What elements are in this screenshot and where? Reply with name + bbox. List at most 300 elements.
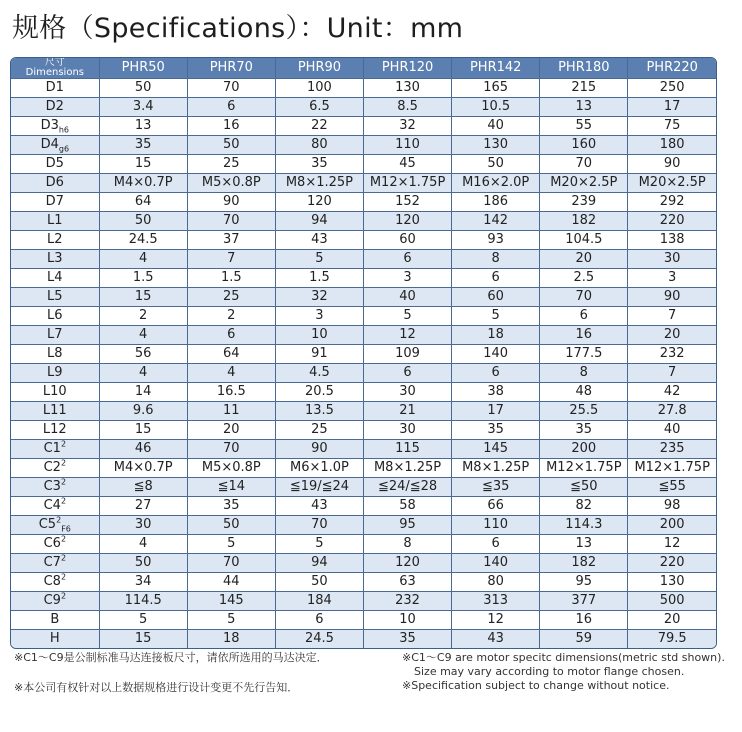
table-cell: 6 — [364, 364, 452, 383]
table-cell: 6 — [364, 250, 452, 269]
table-cell: 22 — [275, 117, 363, 136]
dimension-label — [11, 193, 99, 212]
table-row — [11, 497, 716, 516]
table-cell: 14 — [99, 383, 187, 402]
dimension-label-text: C9 — [43, 593, 61, 608]
table-cell: 25 — [187, 155, 275, 174]
table-cell: 60 — [452, 288, 540, 307]
table-cell: 20 — [540, 250, 628, 269]
table-cell: 60 — [364, 231, 452, 250]
table-cell: 142 — [452, 212, 540, 231]
table-cell: 27 — [99, 497, 187, 516]
dimension-label-text: D5 — [45, 156, 64, 171]
model-header-phr142: PHR142 — [452, 58, 540, 79]
table-cell: 120 — [364, 212, 452, 231]
dimension-label — [11, 592, 99, 611]
table-cell: 220 — [628, 554, 716, 573]
table-cell: 4 — [99, 250, 187, 269]
table-cell: 16 — [540, 611, 628, 630]
table-cell: 5 — [99, 611, 187, 630]
table-row — [11, 174, 716, 193]
table-cell: M20×2.5P — [628, 174, 716, 193]
table-cell: M6×1.0P — [275, 459, 363, 478]
dimension-label-text: C3 — [43, 479, 61, 494]
table-cell: 80 — [275, 136, 363, 155]
dimension-label — [11, 573, 99, 592]
dimension-label-text: C8 — [43, 574, 61, 589]
table-cell: 59 — [540, 630, 628, 649]
table-row — [11, 117, 716, 136]
table-cell: ≦50 — [540, 478, 628, 497]
table-cell: 215 — [540, 79, 628, 98]
table-cell: 12 — [628, 535, 716, 554]
table-cell: 25 — [275, 421, 363, 440]
table-cell: 25 — [187, 288, 275, 307]
table-cell: 75 — [628, 117, 716, 136]
table-cell: 115 — [364, 440, 452, 459]
table-cell: 2 — [99, 307, 187, 326]
table-cell: 16.5 — [187, 383, 275, 402]
table-cell: 313 — [452, 592, 540, 611]
model-header-phr70: PHR70 — [187, 58, 275, 79]
table-row — [11, 516, 716, 535]
dimension-label — [11, 516, 99, 535]
table-cell: 9.6 — [99, 402, 187, 421]
dimension-label — [11, 497, 99, 516]
table-cell: 50 — [187, 516, 275, 535]
table-cell: 70 — [540, 155, 628, 174]
dimension-label-text: C2 — [43, 460, 61, 475]
dimension-label-text: L3 — [47, 251, 63, 266]
dimension-label — [11, 364, 99, 383]
dimension-label-text: L4 — [47, 270, 63, 285]
dimension-label-superscript: 2 — [60, 477, 67, 487]
table-cell: 120 — [275, 193, 363, 212]
table-cell: 109 — [364, 345, 452, 364]
table-cell: 63 — [364, 573, 452, 592]
table-row — [11, 136, 716, 155]
table-cell: 13 — [540, 98, 628, 117]
table-cell: 70 — [275, 516, 363, 535]
dimension-label-superscript: 2 — [60, 439, 67, 449]
table-cell: 43 — [275, 497, 363, 516]
table-cell: 46 — [99, 440, 187, 459]
table-row — [11, 478, 716, 497]
table-cell: M12×1.75P — [540, 459, 628, 478]
table-cell: 6 — [540, 307, 628, 326]
table-cell: 42 — [628, 383, 716, 402]
dimension-label — [11, 326, 99, 345]
dimension-label-text: L9 — [47, 365, 63, 380]
table-cell: 10 — [364, 611, 452, 630]
table-cell: 40 — [364, 288, 452, 307]
dimension-label-text: D2 — [45, 99, 64, 114]
dimension-label-superscript: 2 — [56, 515, 62, 525]
table-cell: M5×0.8P — [187, 459, 275, 478]
table-row — [11, 155, 716, 174]
table-cell: 43 — [275, 231, 363, 250]
dimension-label — [11, 212, 99, 231]
table-cell: 1.5 — [99, 269, 187, 288]
table-cell: 50 — [275, 573, 363, 592]
table-cell: 250 — [628, 79, 716, 98]
table-cell: 15 — [99, 630, 187, 649]
table-cell: 377 — [540, 592, 628, 611]
table-cell: 5 — [187, 535, 275, 554]
table-cell: M16×2.0P — [452, 174, 540, 193]
table-cell: 94 — [275, 554, 363, 573]
table-row — [11, 288, 716, 307]
dimension-label-text: L8 — [47, 346, 63, 361]
table-cell: 6 — [275, 611, 363, 630]
table-cell: 21 — [364, 402, 452, 421]
table-cell: 17 — [628, 98, 716, 117]
table-cell: 3 — [275, 307, 363, 326]
table-cell: 40 — [628, 421, 716, 440]
table-cell: M8×1.25P — [275, 174, 363, 193]
table-cell: 6.5 — [275, 98, 363, 117]
table-row — [11, 630, 716, 649]
dimension-label-tolerance: F6 — [61, 524, 71, 534]
note-en-1b: Size may vary according to motor flange chosen. — [414, 665, 685, 678]
table-cell: M20×2.5P — [540, 174, 628, 193]
table-cell: 40 — [452, 117, 540, 136]
dimension-label — [11, 554, 99, 573]
table-cell: 2.5 — [540, 269, 628, 288]
dimension-label-text: D4 — [40, 137, 59, 152]
spec-table — [11, 58, 716, 648]
table-row — [11, 307, 716, 326]
dimensions-header — [11, 58, 99, 79]
table-cell: 5 — [187, 611, 275, 630]
table-cell: 8 — [540, 364, 628, 383]
note-cn-2: ※本公司有权针对以上数据规格进行设计变更不先行告知． — [14, 681, 299, 694]
dimension-label-text: D6 — [45, 175, 64, 190]
table-cell: 140 — [452, 554, 540, 573]
dimension-label-text: C5 — [38, 517, 57, 532]
table-cell: 50 — [99, 212, 187, 231]
table-cell: 110 — [452, 516, 540, 535]
table-cell: 27.8 — [628, 402, 716, 421]
table-cell: 182 — [540, 212, 628, 231]
table-cell: 5 — [275, 250, 363, 269]
table-cell: 93 — [452, 231, 540, 250]
table-cell: 35 — [452, 421, 540, 440]
table-cell: 95 — [364, 516, 452, 535]
table-row — [11, 79, 716, 98]
dimension-label-text: C4 — [43, 498, 61, 513]
dimension-label — [11, 231, 99, 250]
dimension-label-text: D3 — [40, 118, 59, 133]
table-row — [11, 440, 716, 459]
table-cell: 104.5 — [540, 231, 628, 250]
note-en-2: ※Specification subject to change without notice. — [402, 679, 670, 692]
table-cell: 34 — [99, 573, 187, 592]
table-cell: ≦35 — [452, 478, 540, 497]
dimension-label-text: L2 — [47, 232, 63, 247]
table-cell: 37 — [187, 231, 275, 250]
table-row — [11, 193, 716, 212]
table-cell: 35 — [187, 497, 275, 516]
dimension-label — [11, 459, 99, 478]
dimension-label — [11, 421, 99, 440]
table-row — [11, 611, 716, 630]
table-cell: 4.5 — [275, 364, 363, 383]
table-cell: 90 — [275, 440, 363, 459]
table-cell: 66 — [452, 497, 540, 516]
table-cell: 82 — [540, 497, 628, 516]
table-cell: 6 — [452, 269, 540, 288]
table-cell: 3 — [628, 269, 716, 288]
table-cell: 12 — [364, 326, 452, 345]
table-cell: 177.5 — [540, 345, 628, 364]
table-cell: 232 — [628, 345, 716, 364]
note-en-1a: ※C1～C9 are motor specitc dimensions(metric std shown). — [402, 651, 725, 664]
dimension-label-text: L5 — [47, 289, 63, 304]
dimension-label — [11, 79, 99, 98]
table-cell: 186 — [452, 193, 540, 212]
table-cell: 8.5 — [364, 98, 452, 117]
table-cell: 130 — [452, 136, 540, 155]
table-row — [11, 326, 716, 345]
table-cell: 3 — [364, 269, 452, 288]
table-cell: 180 — [628, 136, 716, 155]
table-cell: 70 — [187, 212, 275, 231]
table-cell: 55 — [540, 117, 628, 136]
table-cell: 138 — [628, 231, 716, 250]
table-row — [11, 535, 716, 554]
dimension-label-superscript: 2 — [60, 534, 67, 544]
table-cell: 6 — [187, 326, 275, 345]
table-cell: M4×0.7P — [99, 459, 187, 478]
table-row — [11, 250, 716, 269]
table-cell: 50 — [99, 79, 187, 98]
dimension-label — [11, 630, 99, 649]
table-cell: 130 — [364, 79, 452, 98]
table-cell: 3.4 — [99, 98, 187, 117]
table-cell: ≦19/≦24 — [275, 478, 363, 497]
table-cell: 235 — [628, 440, 716, 459]
table-cell: 4 — [99, 364, 187, 383]
table-cell: 140 — [452, 345, 540, 364]
table-cell: 114.3 — [540, 516, 628, 535]
table-cell: 70 — [187, 79, 275, 98]
table-cell: M12×1.75P — [364, 174, 452, 193]
table-cell: 50 — [187, 136, 275, 155]
table-cell: 15 — [99, 288, 187, 307]
table-cell: 24.5 — [99, 231, 187, 250]
table-cell: 4 — [99, 326, 187, 345]
table-cell: 30 — [628, 250, 716, 269]
table-cell: 58 — [364, 497, 452, 516]
table-cell: 91 — [275, 345, 363, 364]
header-row — [11, 58, 716, 79]
table-cell: 6 — [452, 535, 540, 554]
dimension-label — [11, 611, 99, 630]
dimension-label-text: L10 — [42, 384, 67, 399]
table-cell: 17 — [452, 402, 540, 421]
table-cell: M8×1.25P — [452, 459, 540, 478]
table-cell: 13 — [540, 535, 628, 554]
table-cell: M8×1.25P — [364, 459, 452, 478]
table-cell: 16 — [187, 117, 275, 136]
table-cell: 94 — [275, 212, 363, 231]
table-cell: 50 — [452, 155, 540, 174]
table-body — [11, 79, 716, 649]
dimension-label-superscript: 2 — [60, 458, 67, 468]
model-header-phr180: PHR180 — [540, 58, 628, 79]
dimension-label-text: L6 — [47, 308, 63, 323]
table-cell: 80 — [452, 573, 540, 592]
table-cell: 16 — [540, 326, 628, 345]
table-cell: M5×0.8P — [187, 174, 275, 193]
dimension-label — [11, 535, 99, 554]
dimension-label — [11, 269, 99, 288]
table-cell: 152 — [364, 193, 452, 212]
table-row — [11, 212, 716, 231]
dimension-label-text: D7 — [45, 194, 64, 209]
table-cell: 32 — [364, 117, 452, 136]
table-row — [11, 554, 716, 573]
table-cell: 145 — [187, 592, 275, 611]
table-cell: 35 — [99, 136, 187, 155]
note-cn-1: ※C1～C9是公制标准马达连接板尺寸，请依所选用的马达决定． — [14, 651, 328, 664]
table-cell: 110 — [364, 136, 452, 155]
table-cell: M4×0.7P — [99, 174, 187, 193]
table-cell: 100 — [275, 79, 363, 98]
table-cell: 5 — [275, 535, 363, 554]
dimension-label-text: C6 — [43, 536, 61, 551]
table-row — [11, 573, 716, 592]
dimension-label-superscript: 2 — [60, 553, 67, 563]
dimension-label — [11, 440, 99, 459]
dimension-label-text: H — [49, 631, 60, 646]
dimension-label-text: L7 — [47, 327, 63, 342]
table-row — [11, 364, 716, 383]
table-cell: 35 — [540, 421, 628, 440]
table-cell: 232 — [364, 592, 452, 611]
table-cell: 7 — [628, 307, 716, 326]
table-cell: 32 — [275, 288, 363, 307]
table-cell: 20.5 — [275, 383, 363, 402]
table-cell: 35 — [364, 630, 452, 649]
table-cell: 6 — [452, 364, 540, 383]
dimension-label — [11, 345, 99, 364]
dimensions-header-cn: 尺寸 — [44, 57, 65, 68]
table-cell: 64 — [187, 345, 275, 364]
dimension-label-superscript: 2 — [60, 591, 67, 601]
table-cell: 24.5 — [275, 630, 363, 649]
dimension-label-superscript: 2 — [60, 496, 67, 506]
table-cell: 220 — [628, 212, 716, 231]
table-cell: 20 — [187, 421, 275, 440]
table-row — [11, 402, 716, 421]
table-cell: 98 — [628, 497, 716, 516]
table-cell: 10.5 — [452, 98, 540, 117]
table-cell: 20 — [628, 611, 716, 630]
table-cell: 145 — [452, 440, 540, 459]
table-cell: ≦14 — [187, 478, 275, 497]
table-row — [11, 231, 716, 250]
dimension-label-text: C1 — [43, 441, 61, 456]
model-header-phr90: PHR90 — [275, 58, 363, 79]
table-cell: 30 — [364, 421, 452, 440]
table-cell: ≦55 — [628, 478, 716, 497]
dimension-label-text: L11 — [42, 403, 67, 418]
dimension-label-text: B — [50, 612, 60, 627]
dimension-label-text: D1 — [45, 80, 64, 95]
table-cell: 70 — [187, 554, 275, 573]
dimension-label — [11, 136, 99, 155]
dimension-label-superscript: 2 — [60, 572, 67, 582]
table-cell: 1.5 — [275, 269, 363, 288]
table-cell: 11 — [187, 402, 275, 421]
table-cell: 130 — [628, 573, 716, 592]
table-cell: 165 — [452, 79, 540, 98]
dimension-label — [11, 288, 99, 307]
table-cell: 20 — [628, 326, 716, 345]
table-cell: 8 — [452, 250, 540, 269]
page-title: 规格（Specifications）：Unit：mm — [12, 13, 464, 44]
table-cell: 25.5 — [540, 402, 628, 421]
table-cell: 38 — [452, 383, 540, 402]
table-cell: 4 — [187, 364, 275, 383]
dimension-label-tolerance: h6 — [58, 125, 70, 135]
dimension-label — [11, 307, 99, 326]
spec-table-container — [10, 57, 717, 649]
dimension-label — [11, 174, 99, 193]
table-cell: 5 — [364, 307, 452, 326]
table-cell: 45 — [364, 155, 452, 174]
table-cell: 6 — [187, 98, 275, 117]
table-row — [11, 98, 716, 117]
table-row — [11, 459, 716, 478]
dimension-label-text: L12 — [42, 422, 67, 437]
table-cell: M12×1.75P — [628, 459, 716, 478]
table-row — [11, 345, 716, 364]
table-cell: 50 — [99, 554, 187, 573]
table-row — [11, 383, 716, 402]
model-header-phr120: PHR120 — [364, 58, 452, 79]
table-cell: 292 — [628, 193, 716, 212]
table-cell: 13 — [99, 117, 187, 136]
table-cell: 7 — [628, 364, 716, 383]
table-cell: ≦8 — [99, 478, 187, 497]
table-cell: 44 — [187, 573, 275, 592]
table-cell: 18 — [187, 630, 275, 649]
table-cell: 184 — [275, 592, 363, 611]
table-cell: 7 — [187, 250, 275, 269]
dimension-label — [11, 402, 99, 421]
table-cell: 8 — [364, 535, 452, 554]
table-row — [11, 421, 716, 440]
table-cell: 13.5 — [275, 402, 363, 421]
table-cell: 79.5 — [628, 630, 716, 649]
table-cell: 500 — [628, 592, 716, 611]
table-cell: 64 — [99, 193, 187, 212]
table-cell: 90 — [628, 288, 716, 307]
table-row — [11, 269, 716, 288]
dimension-label — [11, 478, 99, 497]
table-cell: 15 — [99, 421, 187, 440]
model-header-phr50: PHR50 — [99, 58, 187, 79]
table-cell: 4 — [99, 535, 187, 554]
table-cell: 5 — [452, 307, 540, 326]
table-cell: 1.5 — [187, 269, 275, 288]
table-cell: 114.5 — [99, 592, 187, 611]
table-cell: 120 — [364, 554, 452, 573]
table-cell: 12 — [452, 611, 540, 630]
